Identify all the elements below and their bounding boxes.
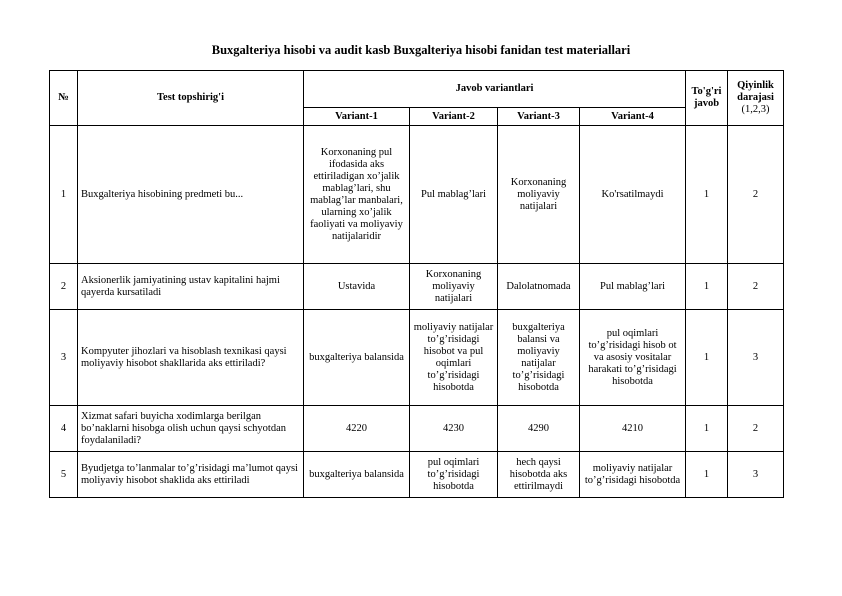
row-level: 3 xyxy=(728,310,784,406)
row-variant-3: buxgalteriya balansi va moliyaviy natijalar to’g’risidagi hisobotda xyxy=(498,310,580,406)
table-row xyxy=(50,452,784,498)
row-correct: 1 xyxy=(686,406,728,452)
row-question: Xizmat safari buyicha xodimlarga berilgan bo’naklarni hisobga olish uchun qaysi schyotdan foydalaniladi? xyxy=(78,406,304,452)
row-variant-2: Korxonaning moliyaviy natijalari xyxy=(410,264,498,310)
header-correct: To'g'ri javob xyxy=(686,71,728,126)
row-level: 2 xyxy=(728,264,784,310)
header-task: Test topshirig'i xyxy=(78,71,304,126)
test-table xyxy=(49,70,784,498)
row-question: Buxgalteriya hisobining predmeti bu... xyxy=(78,126,304,264)
header-number: № xyxy=(50,71,78,126)
row-variant-4: moliyaviy natijalar to’g’risidagi hisobotda xyxy=(580,452,686,498)
row-variant-1: 4220 xyxy=(304,406,410,452)
header-variant-2: Variant-2 xyxy=(410,108,498,126)
row-variant-3: hech qaysi hisobotda aks ettirilmaydi xyxy=(498,452,580,498)
header-difficulty-label: Qiyinlik darajasi xyxy=(737,80,774,103)
row-variant-2: pul oqimlari to’g’risidagi hisobotda xyxy=(410,452,498,498)
row-question: Byudjetga to’lanmalar to’g’risidagi ma’lumot qaysi moliyaviy hisobot shaklida aks ettiriladi xyxy=(78,452,304,498)
row-number: 2 xyxy=(50,264,78,310)
row-number: 1 xyxy=(50,126,78,264)
row-number: 5 xyxy=(50,452,78,498)
row-variant-1: Ustavida xyxy=(304,264,410,310)
row-number: 4 xyxy=(50,406,78,452)
table-row xyxy=(50,264,784,310)
row-question: Aksionerlik jamiyatining ustav kapitalini hajmi qayerda kursatiladi xyxy=(78,264,304,310)
row-variant-4: 4210 xyxy=(580,406,686,452)
row-level: 3 xyxy=(728,452,784,498)
row-correct: 1 xyxy=(686,452,728,498)
row-question: Kompyuter jihozlari va hisoblash texnikasi qaysi moliyaviy hisobot shakllarida aks ettiriladi? xyxy=(78,310,304,406)
row-correct: 1 xyxy=(686,264,728,310)
row-variant-2: moliyaviy natijalar to’g’risidagi hisobot va pul oqimlari to’g’risidagi hisobotda xyxy=(410,310,498,406)
header-variant-1: Variant-1 xyxy=(304,108,410,126)
page-title: Buxgalteriya hisobi va audit kasb Buxgalteriya hisobi fanidan test materiallari xyxy=(211,43,631,57)
row-correct: 1 xyxy=(686,126,728,264)
row-variant-4: Pul mablag’lari xyxy=(580,264,686,310)
row-variant-1: Korxonaning pul ifodasida aks ettiriladigan xo’jalik mablag’lari, shu mablag’lar manbalari, ularning xo’jalik faoliyati va moliyaviy natijalaridir xyxy=(304,126,410,264)
row-variant-1: buxgalteriya balansida xyxy=(304,310,410,406)
row-variant-3: Dalolatnomada xyxy=(498,264,580,310)
row-variant-3: 4290 xyxy=(498,406,580,452)
row-level: 2 xyxy=(728,126,784,264)
row-variant-2: Pul mablag’lari xyxy=(410,126,498,264)
row-variant-3: Korxonaning moliyaviy natijalari xyxy=(498,126,580,264)
header-variant-4: Variant-4 xyxy=(580,108,686,126)
row-number: 3 xyxy=(50,310,78,406)
row-variant-4: Ko'rsatilmaydi xyxy=(580,126,686,264)
header-answers: Javob variantlari xyxy=(304,71,686,108)
table-row xyxy=(50,406,784,452)
row-variant-2: 4230 xyxy=(410,406,498,452)
table-row xyxy=(50,126,784,264)
header-variant-3: Variant-3 xyxy=(498,108,580,126)
row-correct: 1 xyxy=(686,310,728,406)
table-row xyxy=(50,310,784,406)
header-difficulty xyxy=(728,71,784,126)
header-difficulty-scale: (1,2,3) xyxy=(741,104,770,115)
row-variant-1: buxgalteriya balansida xyxy=(304,452,410,498)
row-level: 2 xyxy=(728,406,784,452)
row-variant-4: pul oqimlari to’g’risidagi hisob ot va asosiy vositalar harakati to’g’risidagi hisobotda xyxy=(580,310,686,406)
